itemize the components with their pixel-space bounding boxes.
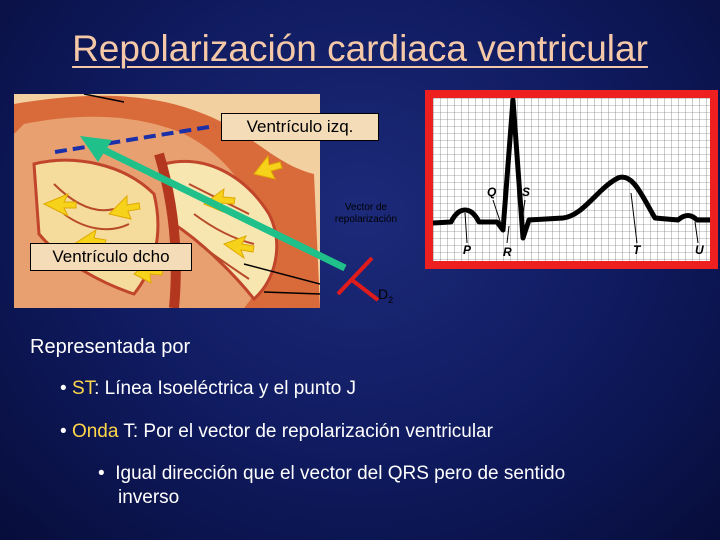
slide-title: Repolarización cardiaca ventricular xyxy=(72,28,648,69)
bullet-st-key: ST xyxy=(71,378,95,399)
ecg-label-s: S xyxy=(522,185,531,199)
ecg-label-q: Q xyxy=(487,185,497,199)
ecg-label-t: T xyxy=(633,243,641,257)
subtitle: Representada por xyxy=(30,336,191,358)
label-repolarization-vector: Vector de repolarización xyxy=(334,202,398,225)
ecg-label-r: R xyxy=(503,245,512,259)
lead-d2-label: $D_2$ xyxy=(378,286,394,305)
bullet-onda-key: Onda xyxy=(71,421,119,442)
ecg-label-u: U xyxy=(695,243,704,257)
bullet-onda-t: • Onda T: Por el vector de repolarización ventricular xyxy=(60,421,493,442)
bullet-st: • ST: Línea Isoeléctrica y el punto J xyxy=(60,378,357,399)
label-left-ventricle: Ventrículo izq. xyxy=(221,113,379,141)
sub-bullet-direction: • Igual dirección que el vector del QRS pero de sentido inverso xyxy=(98,463,566,508)
label-right-ventricle: Ventrículo dcho xyxy=(30,243,192,271)
ecg-label-p: P xyxy=(463,243,472,257)
